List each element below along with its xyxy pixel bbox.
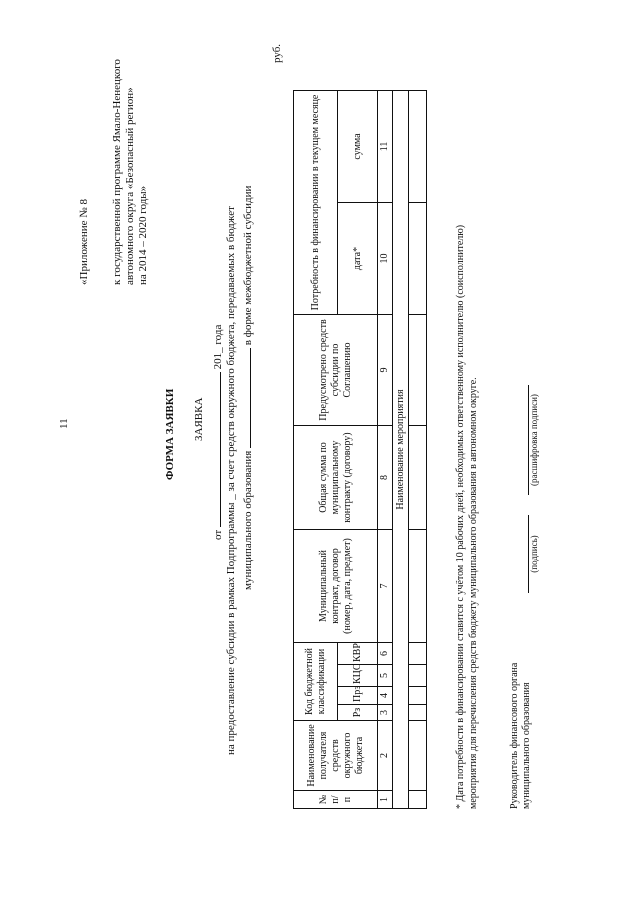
date-year: 201_ года bbox=[212, 324, 224, 370]
col-number: 5 bbox=[378, 665, 393, 687]
table-cell bbox=[409, 90, 427, 202]
table-event-row bbox=[393, 90, 409, 808]
header-budget-code: Код бюджетной классификации bbox=[294, 642, 338, 720]
table-cell bbox=[409, 721, 427, 791]
header-prz: Прз bbox=[338, 687, 378, 705]
date-blank bbox=[210, 372, 221, 527]
table-cell bbox=[409, 665, 427, 687]
appendix-line-1: к государственной программе Ямало-Ненецкого bbox=[111, 59, 123, 285]
signature-caption: (подпись) bbox=[529, 535, 539, 573]
purpose-municipality-label: муниципального образования bbox=[242, 450, 254, 590]
header-need: Потребность в финансировании в текущем месяце bbox=[294, 90, 338, 314]
col-number: 9 bbox=[378, 314, 393, 425]
footnote-line-1: * Дата потребности в финансировании ставится с учётом 10 рабочих дней, необходимых ответственному исполнителю (соисполнителю) bbox=[455, 224, 466, 809]
header-rz: Рз bbox=[338, 705, 378, 721]
table-cell bbox=[409, 705, 427, 721]
header-contract: Муниципальный контракт, договор (номер, дата, предмет) bbox=[294, 529, 378, 642]
table-cell bbox=[409, 791, 427, 809]
table-cell bbox=[409, 314, 427, 425]
table-header-row bbox=[294, 90, 338, 808]
table-cell bbox=[409, 202, 427, 314]
col-number: 2 bbox=[378, 721, 393, 791]
header-num: № п/п bbox=[294, 791, 378, 809]
municipality-blank bbox=[240, 348, 251, 448]
header-date: дата* bbox=[338, 202, 378, 314]
col-number: 1 bbox=[378, 791, 393, 809]
request-date-line bbox=[210, 325, 225, 540]
event-name: Наименование мероприятия bbox=[393, 90, 409, 808]
purpose-line-1: на предоставление субсидии в рамках Подпрограммы _ за счет средств окружного бюджета, передаваемых в бюджет bbox=[225, 206, 237, 755]
signature-head-line-1: Руководитель финансового органа bbox=[509, 662, 520, 809]
header-kvr: КВР bbox=[338, 642, 378, 664]
purpose-line-2 bbox=[240, 186, 255, 590]
header-sum: сумма bbox=[338, 90, 378, 202]
col-number: 10 bbox=[378, 202, 393, 314]
footnote-line-2: мероприятия для перечисления средств бюджету муниципального образования в автономном округе. bbox=[468, 377, 479, 809]
col-number: 3 bbox=[378, 705, 393, 721]
table-cell bbox=[409, 425, 427, 529]
date-prefix: от bbox=[212, 529, 224, 540]
header-total-sum: Общая сумма по муниципальному контракту (договору) bbox=[294, 425, 378, 529]
purpose-form-label: в форме межбюджетной субсидии bbox=[242, 185, 254, 346]
table-cell bbox=[409, 529, 427, 642]
request-table bbox=[293, 90, 427, 809]
col-number: 11 bbox=[378, 90, 393, 202]
header-kcs: КЦС bbox=[338, 665, 378, 687]
appendix-title: «Приложение № 8 bbox=[78, 198, 90, 285]
table-cell bbox=[409, 642, 427, 664]
col-number: 7 bbox=[378, 529, 393, 642]
page-number: 11 bbox=[58, 418, 70, 429]
col-number: 4 bbox=[378, 687, 393, 705]
signature-head-line-2: муниципального образования bbox=[521, 682, 532, 809]
appendix-line-2: автономного округа «Безопасный регион» bbox=[124, 87, 136, 285]
table-cell bbox=[409, 687, 427, 705]
table-row-numbers bbox=[378, 90, 393, 808]
header-recipient: Наименование получателя средств окружного бюджета bbox=[294, 721, 378, 791]
request-heading: ЗАЯВКА bbox=[193, 397, 205, 441]
table-row bbox=[409, 90, 427, 808]
header-planned: Предусмотрено средств субсидии по Соглашению bbox=[294, 314, 378, 425]
col-number: 6 bbox=[378, 642, 393, 664]
form-title: ФОРМА ЗАЯВКИ bbox=[164, 388, 176, 480]
col-number: 8 bbox=[378, 425, 393, 529]
appendix-line-3: на 2014 – 2020 годы» bbox=[137, 185, 149, 285]
decoding-caption: (расшифровка подписи) bbox=[529, 394, 539, 486]
currency-label: руб. bbox=[271, 43, 283, 63]
